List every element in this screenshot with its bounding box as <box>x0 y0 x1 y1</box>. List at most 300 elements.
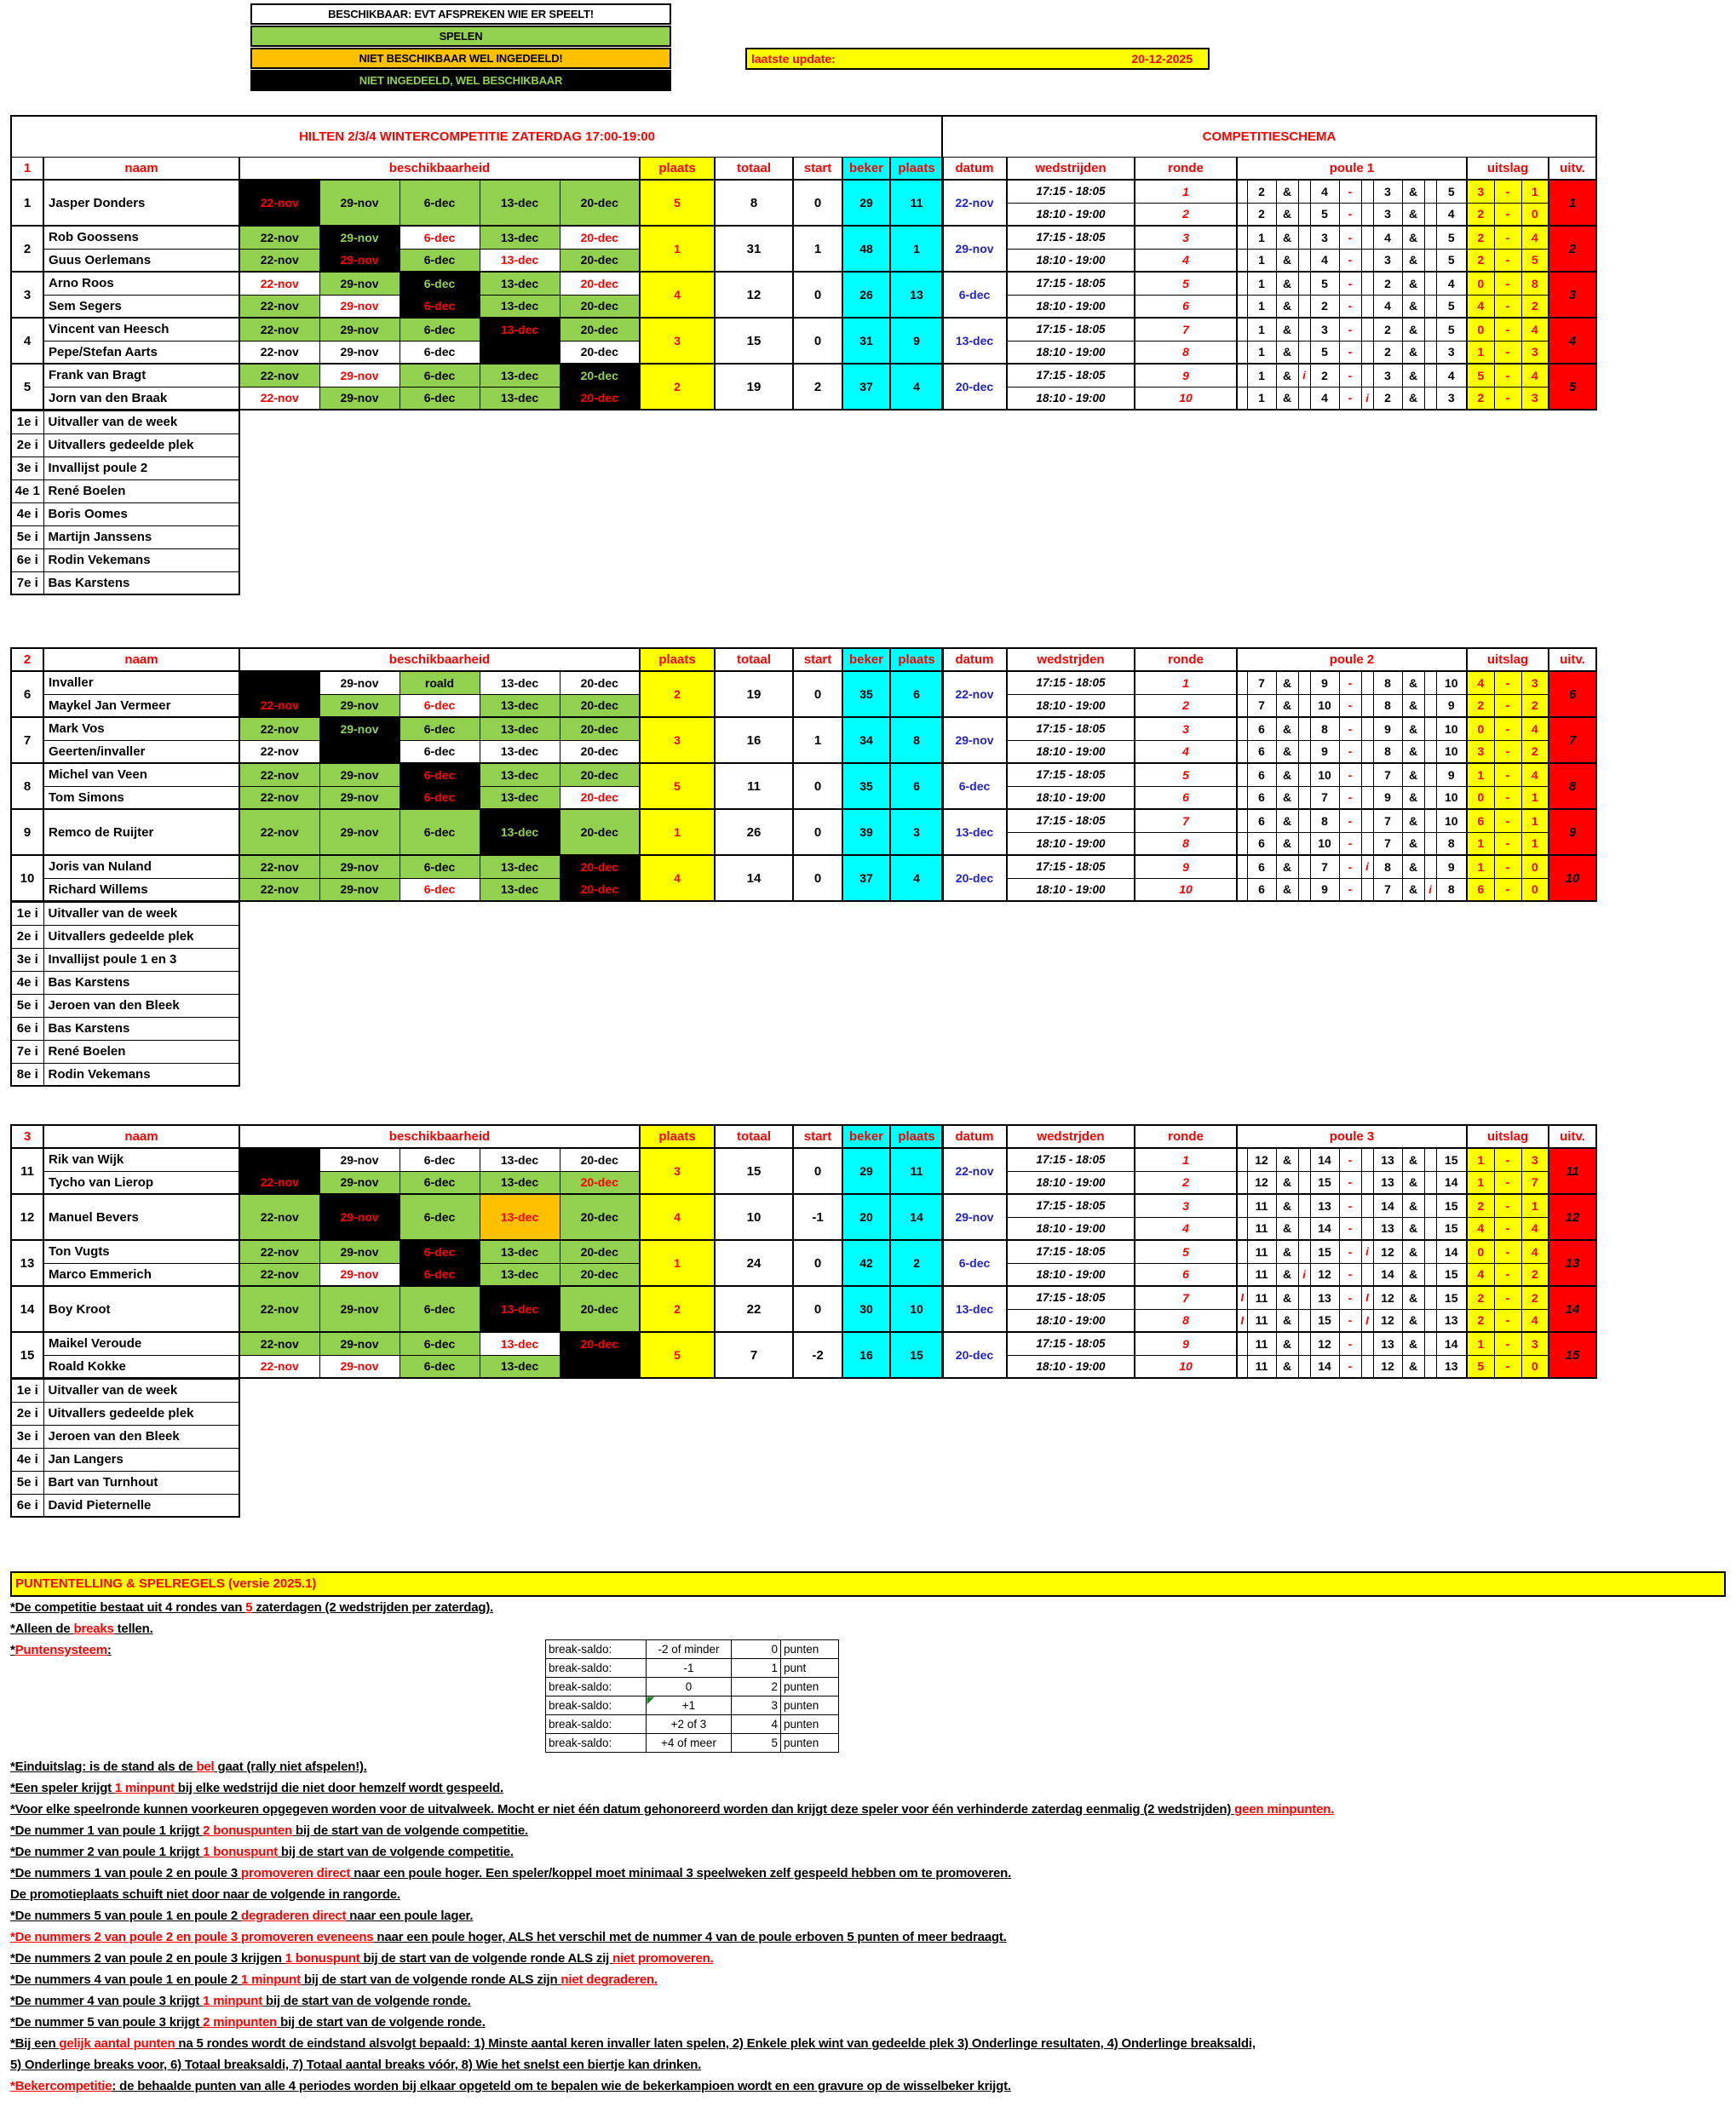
break-saldo-value: 0 <box>647 1678 732 1697</box>
availability-cell: 13-dec <box>480 272 560 295</box>
match-amp: & <box>1276 1194 1298 1217</box>
match-dash: - <box>1339 203 1361 226</box>
row-number: 13 <box>11 1240 43 1286</box>
schedule-round: 5 <box>1135 1240 1237 1263</box>
match-player: 8 <box>1373 671 1402 694</box>
invaller-mark: i <box>1361 1240 1373 1263</box>
invaller-mark <box>1298 855 1310 878</box>
rule-text: *De nummer 5 van poule 3 krijgt <box>10 2015 204 2029</box>
match-player: 1 <box>1247 341 1276 364</box>
match-player: 1 <box>1247 249 1276 272</box>
availability-cell: 20-dec <box>560 364 640 387</box>
score-away: 1 <box>1521 832 1549 855</box>
match-player: 7 <box>1373 809 1402 832</box>
match-player: 2 <box>1373 341 1402 364</box>
invaller-mark <box>1424 717 1436 740</box>
availability-cell <box>480 341 560 364</box>
poule-number-header: 2 <box>11 648 43 671</box>
plaats-cell: 4 <box>640 855 715 901</box>
player-name: Guus Oerlemans <box>43 249 239 272</box>
schedule-time: 18:10 - 19:00 <box>1007 1309 1135 1332</box>
list-name: Uitvaller van de week <box>43 410 239 433</box>
row-number: 11 <box>11 1148 43 1194</box>
invaller-mark <box>1361 364 1373 387</box>
availability-cell: 6-dec <box>400 226 480 249</box>
rule-text: *De nummers 2 van poule 2 en poule 3 krijgen <box>10 1951 285 1966</box>
uitv-cell: 3 <box>1549 272 1596 318</box>
list-rank: 2e i <box>11 1402 43 1425</box>
start-cell: 0 <box>793 763 842 809</box>
invaller-mark <box>1298 387 1310 410</box>
match-amp: & <box>1276 295 1298 318</box>
match-player: 12 <box>1310 1332 1339 1355</box>
match-dash: - <box>1339 809 1361 832</box>
invaller-mark <box>1424 226 1436 249</box>
schedule-time: 17:15 - 18:05 <box>1007 1194 1135 1217</box>
score-dash: - <box>1494 1194 1521 1217</box>
list-name: Bart van Turnhout <box>43 1471 239 1494</box>
player-name: Joris van Nuland <box>43 855 239 878</box>
rule-text: bij de start van de volgende ronde. <box>277 2015 486 2029</box>
plaats-cell: 1 <box>640 1240 715 1286</box>
match-amp: & <box>1276 740 1298 763</box>
score-home: 2 <box>1467 694 1494 717</box>
uitslag-header: uitslag <box>1467 1125 1549 1148</box>
availability-cell: 22-nov <box>239 1286 319 1332</box>
match-player: 1 <box>1247 387 1276 410</box>
score-away: 0 <box>1521 878 1549 901</box>
match-player: 2 <box>1373 387 1402 410</box>
match-dash: - <box>1339 1240 1361 1263</box>
list-name: Uitvallers gedeelde plek <box>43 925 239 948</box>
datum-cell: 13-dec <box>942 318 1007 364</box>
rule-text: 5) Onderlinge breaks voor, 6) Totaal breaksaldi, 7) Totaal aantal breaks vóór, 8) Wie het snelst een biertje kan drinken. <box>10 2058 702 2072</box>
list-name: Rodin Vekemans <box>43 548 239 571</box>
schedule-time: 17:15 - 18:05 <box>1007 226 1135 249</box>
start-header: start <box>793 1125 842 1148</box>
match-player: 10 <box>1436 786 1467 809</box>
availability-cell: 22-nov <box>239 809 319 855</box>
availability-cell: 29-nov <box>319 341 400 364</box>
availability-cell: 6-dec <box>400 1171 480 1194</box>
availability-cell: 29-nov <box>319 809 400 855</box>
schedule-time: 18:10 - 19:00 <box>1007 786 1135 809</box>
match-dash: - <box>1339 1263 1361 1286</box>
break-saldo-value: +2 of 3 <box>647 1715 732 1734</box>
beker-plaats-cell: 2 <box>890 1240 943 1286</box>
schedule-time: 18:10 - 19:00 <box>1007 1217 1135 1240</box>
match-amp: & <box>1276 272 1298 295</box>
match-player: 4 <box>1310 387 1339 410</box>
availability-cell: 20-dec <box>560 740 640 763</box>
invaller-mark <box>1424 272 1436 295</box>
match-dash: - <box>1339 1148 1361 1171</box>
rules-section <box>10 1571 1726 2097</box>
invaller-mark <box>1298 694 1310 717</box>
match-player: 3 <box>1436 341 1467 364</box>
beker-plaats-cell: 8 <box>890 717 943 763</box>
match-player: 14 <box>1373 1263 1402 1286</box>
plaats-cell: 1 <box>640 809 715 855</box>
match-amp: & <box>1276 1332 1298 1355</box>
match-amp: & <box>1276 694 1298 717</box>
plaats-cell: 3 <box>640 318 715 364</box>
match-player: 14 <box>1310 1217 1339 1240</box>
match-player: 11 <box>1247 1355 1276 1378</box>
score-home: 4 <box>1467 671 1494 694</box>
datum-cell: 20-dec <box>942 1332 1007 1378</box>
match-amp: & <box>1402 1309 1424 1332</box>
break-saldo-label: break-saldo: <box>546 1734 647 1753</box>
schedule-round: 4 <box>1135 740 1237 763</box>
match-player: 6 <box>1247 832 1276 855</box>
invaller-mark <box>1361 203 1373 226</box>
match-player: 12 <box>1373 1286 1402 1309</box>
availability-cell: 13-dec <box>480 809 560 855</box>
plaats-cell: 1 <box>640 226 715 272</box>
totaal-cell: 31 <box>715 226 793 272</box>
schedule-time: 18:10 - 19:00 <box>1007 249 1135 272</box>
score-dash: - <box>1494 1263 1521 1286</box>
rule-line <box>10 2054 1726 2075</box>
availability-cell: 6-dec <box>400 694 480 717</box>
uitslag-header: uitslag <box>1467 648 1549 671</box>
totaal-header: totaal <box>715 648 793 671</box>
invaller-mark <box>1237 387 1247 410</box>
rule-line <box>10 1841 1726 1863</box>
availability-cell: 13-dec <box>480 1171 560 1194</box>
availability-cell: 6-dec <box>400 1194 480 1240</box>
row-number: 12 <box>11 1194 43 1240</box>
invaller-mark <box>1361 1194 1373 1217</box>
rule-highlight: 2 minpunten <box>203 2015 278 2029</box>
beker-cell: 31 <box>842 318 890 364</box>
rule-text: *De nummers 4 van poule 1 en poule 2 <box>10 1972 242 1987</box>
availability-cell: 22-nov <box>239 1355 319 1378</box>
match-player: 5 <box>1310 203 1339 226</box>
availability-cell: 20-dec <box>560 763 640 786</box>
plaats-cell: 5 <box>640 180 715 226</box>
rule-highlight: gelijk aantal punten <box>59 2036 175 2051</box>
score-home: 2 <box>1467 387 1494 410</box>
match-player: 12 <box>1247 1171 1276 1194</box>
availability-cell: 22-nov <box>239 272 319 295</box>
invaller-mark: I <box>1237 1286 1247 1309</box>
score-away: 2 <box>1521 694 1549 717</box>
score-dash: - <box>1494 1309 1521 1332</box>
invaller-mark <box>1237 1148 1247 1171</box>
availability-cell <box>560 1355 640 1378</box>
availability-cell: 6-dec <box>400 1240 480 1263</box>
match-amp: & <box>1402 1194 1424 1217</box>
player-name: Vincent van Heesch <box>43 318 239 341</box>
break-saldo-label: break-saldo: <box>546 1678 647 1697</box>
list-rank: 1e i <box>11 410 43 433</box>
start-cell: 0 <box>793 318 842 364</box>
score-dash: - <box>1494 1240 1521 1263</box>
uitv-cell: 9 <box>1549 809 1596 855</box>
break-saldo-value: +4 of meer <box>647 1734 732 1753</box>
availability-cell: 6-dec <box>400 1286 480 1332</box>
match-amp: & <box>1402 226 1424 249</box>
schema-title: COMPETITIESCHEMA <box>942 116 1596 157</box>
availability-cell: 29-nov <box>319 249 400 272</box>
match-player: 14 <box>1436 1171 1467 1194</box>
match-player: 9 <box>1373 786 1402 809</box>
invaller-mark <box>1361 1148 1373 1171</box>
score-away: 3 <box>1521 671 1549 694</box>
score-away: 0 <box>1521 203 1549 226</box>
availability-cell: 6-dec <box>400 364 480 387</box>
beschikbaarheid-header: beschikbaarheid <box>239 648 640 671</box>
availability-cell: 22-nov <box>239 1240 319 1263</box>
uitv-cell: 15 <box>1549 1332 1596 1378</box>
datum-cell: 20-dec <box>942 855 1007 901</box>
legend-row-white: BESCHIKBAAR: EVT AFSPREKEN WIE ER SPEELT! <box>250 3 671 25</box>
schedule-round: 4 <box>1135 1217 1237 1240</box>
list-rank: 2e i <box>11 925 43 948</box>
match-player: 7 <box>1373 878 1402 901</box>
start-cell: 0 <box>793 1148 842 1194</box>
match-amp: & <box>1402 272 1424 295</box>
match-player: 5 <box>1310 272 1339 295</box>
player-name: Remco de Ruijter <box>43 809 239 855</box>
rule-line <box>10 1863 1726 1884</box>
rule-text: *De nummers 1 van poule 2 en poule 3 <box>10 1866 242 1880</box>
start-cell: 0 <box>793 1286 842 1332</box>
schedule-time: 17:15 - 18:05 <box>1007 1148 1135 1171</box>
match-player: 13 <box>1436 1309 1467 1332</box>
datum-cell: 13-dec <box>942 1286 1007 1332</box>
beker-plaats-cell: 15 <box>890 1332 943 1378</box>
invaller-mark: i <box>1298 364 1310 387</box>
match-player: 15 <box>1310 1240 1339 1263</box>
invaller-mark <box>1361 226 1373 249</box>
invaller-mark <box>1298 832 1310 855</box>
match-player: 12 <box>1373 1309 1402 1332</box>
match-player: 9 <box>1310 878 1339 901</box>
availability-cell: 20-dec <box>560 341 640 364</box>
list-rank: 6e i <box>11 548 43 571</box>
invaller-mark <box>1237 1194 1247 1217</box>
rule-text: *Bij een <box>10 2036 60 2051</box>
match-amp: & <box>1276 180 1298 203</box>
datum-cell: 22-nov <box>942 671 1007 717</box>
player-name: Sem Segers <box>43 295 239 318</box>
rule-line <box>10 1756 1726 1777</box>
score-dash: - <box>1494 226 1521 249</box>
invaller-mark <box>1298 1286 1310 1309</box>
schedule-round: 5 <box>1135 272 1237 295</box>
match-player: 13 <box>1373 1332 1402 1355</box>
availability-cell: 13-dec <box>480 295 560 318</box>
match-player: 10 <box>1436 717 1467 740</box>
invaller-mark <box>1237 1355 1247 1378</box>
score-away: 2 <box>1521 740 1549 763</box>
match-player: 15 <box>1436 1286 1467 1309</box>
score-dash: - <box>1494 180 1521 203</box>
rule-text: *De nummer 1 van poule 1 krijgt <box>10 1823 204 1838</box>
match-amp: & <box>1402 295 1424 318</box>
match-dash: - <box>1339 855 1361 878</box>
match-player: 4 <box>1373 295 1402 318</box>
rule-line <box>10 1948 1726 1969</box>
match-amp: & <box>1276 341 1298 364</box>
rule-text: bij de start van de volgende ronde ALS zijn <box>300 1972 561 1987</box>
availability-cell: 29-nov <box>319 1194 400 1240</box>
break-points-unit: punt <box>781 1659 839 1678</box>
beker-plaats-header: plaats <box>890 648 943 671</box>
invaller-mark <box>1237 694 1247 717</box>
invaller-mark <box>1237 832 1247 855</box>
schedule-time: 18:10 - 19:00 <box>1007 295 1135 318</box>
invaller-mark <box>1424 1332 1436 1355</box>
availability-cell: 13-dec <box>480 1286 560 1332</box>
rule-highlight: niet degraderen. <box>560 1972 658 1987</box>
match-player: 5 <box>1436 180 1467 203</box>
match-amp: & <box>1276 1171 1298 1194</box>
player-name: Jorn van den Braak <box>43 387 239 410</box>
score-home: 2 <box>1467 249 1494 272</box>
match-player: 14 <box>1436 1332 1467 1355</box>
match-player: 8 <box>1373 855 1402 878</box>
score-dash: - <box>1494 203 1521 226</box>
row-number: 7 <box>11 717 43 763</box>
invaller-mark <box>1361 1217 1373 1240</box>
invaller-mark <box>1361 341 1373 364</box>
match-player: 14 <box>1436 1240 1467 1263</box>
availability-cell: 13-dec <box>480 878 560 901</box>
score-home: 1 <box>1467 1148 1494 1171</box>
beker-plaats-cell: 10 <box>890 1286 943 1332</box>
plaats-header: plaats <box>640 1125 715 1148</box>
score-home: 2 <box>1467 203 1494 226</box>
invaller-mark <box>1237 272 1247 295</box>
invaller-mark <box>1424 1194 1436 1217</box>
match-amp: & <box>1276 1263 1298 1286</box>
row-number: 8 <box>11 763 43 809</box>
rule-text: *Einduitslag: is de stand als de <box>10 1760 197 1774</box>
datum-cell: 29-nov <box>942 717 1007 763</box>
row-number: 5 <box>11 364 43 410</box>
invaller-mark <box>1237 717 1247 740</box>
match-player: 4 <box>1436 203 1467 226</box>
invaller-mark <box>1424 809 1436 832</box>
list-rank: 5e i <box>11 1471 43 1494</box>
invaller-mark <box>1424 832 1436 855</box>
score-away: 0 <box>1521 1355 1549 1378</box>
match-player: 15 <box>1436 1148 1467 1171</box>
naam-header: naam <box>43 648 239 671</box>
invaller-mark <box>1237 1217 1247 1240</box>
match-dash: - <box>1339 387 1361 410</box>
score-away: 4 <box>1521 1240 1549 1263</box>
score-home: 0 <box>1467 1240 1494 1263</box>
invaller-mark <box>1237 203 1247 226</box>
invaller-mark: I <box>1237 1309 1247 1332</box>
beker-cell: 20 <box>842 1194 890 1240</box>
score-dash: - <box>1494 249 1521 272</box>
schedule-round: 5 <box>1135 763 1237 786</box>
score-home: 4 <box>1467 1263 1494 1286</box>
plaats-cell: 4 <box>640 272 715 318</box>
availability-cell: 22-nov <box>239 318 319 341</box>
beker-plaats-cell: 11 <box>890 1148 943 1194</box>
invaller-mark <box>1424 387 1436 410</box>
match-amp: & <box>1402 763 1424 786</box>
availability-cell: 13-dec <box>480 249 560 272</box>
match-amp: & <box>1402 809 1424 832</box>
datum-header: datum <box>942 157 1007 180</box>
match-player: 12 <box>1310 1263 1339 1286</box>
beker-plaats-cell: 11 <box>890 180 943 226</box>
availability-cell: 22-nov <box>239 717 319 740</box>
rule-highlight: 2 bonuspunten <box>203 1823 293 1838</box>
match-dash: - <box>1339 717 1361 740</box>
match-player: 7 <box>1247 694 1276 717</box>
match-player: 6 <box>1247 878 1276 901</box>
invaller-mark <box>1237 763 1247 786</box>
break-saldo-table <box>545 1639 839 1753</box>
break-points-unit: punten <box>781 1697 839 1715</box>
availability-cell: 6-dec <box>400 272 480 295</box>
match-player: 4 <box>1310 180 1339 203</box>
invaller-mark <box>1237 318 1247 341</box>
player-name: Jasper Donders <box>43 180 239 226</box>
schedule-round: 9 <box>1135 855 1237 878</box>
invaller-mark <box>1424 203 1436 226</box>
schedule-time: 17:15 - 18:05 <box>1007 717 1135 740</box>
availability-cell: 6-dec <box>400 740 480 763</box>
beker-plaats-header: plaats <box>890 1125 943 1148</box>
start-cell: 0 <box>793 671 842 717</box>
beker-header: beker <box>842 1125 890 1148</box>
availability-cell: 22-nov <box>239 295 319 318</box>
break-saldo-label: break-saldo: <box>546 1715 647 1734</box>
list-name: Jeroen van den Bleek <box>43 994 239 1017</box>
rule-line <box>10 1618 1726 1639</box>
ronde-header: ronde <box>1135 648 1237 671</box>
invaller-mark <box>1237 671 1247 694</box>
invaller-mark <box>1361 786 1373 809</box>
rule-text: bij elke wedstrijd die niet door hemzelf wordt gespeeld. <box>174 1781 503 1795</box>
beker-plaats-cell: 4 <box>890 855 943 901</box>
list-rank: 2e i <box>11 433 43 456</box>
score-home: 6 <box>1467 878 1494 901</box>
start-header: start <box>793 648 842 671</box>
match-dash: - <box>1339 341 1361 364</box>
match-player: 1 <box>1247 318 1276 341</box>
start-cell: 0 <box>793 272 842 318</box>
invaller-mark <box>1424 1309 1436 1332</box>
availability-cell: 6-dec <box>400 249 480 272</box>
availability-cell: 13-dec <box>480 717 560 740</box>
match-amp: & <box>1402 1171 1424 1194</box>
match-dash: - <box>1339 1309 1361 1332</box>
match-amp: & <box>1276 1309 1298 1332</box>
invaller-mark <box>1237 855 1247 878</box>
availability-cell: 29-nov <box>319 1240 400 1263</box>
availability-cell: 6-dec <box>400 809 480 855</box>
availability-cell: 6-dec <box>400 855 480 878</box>
match-player: 13 <box>1310 1286 1339 1309</box>
invaller-mark <box>1298 226 1310 249</box>
match-player: 3 <box>1310 226 1339 249</box>
match-amp: & <box>1402 203 1424 226</box>
invaller-mark <box>1298 272 1310 295</box>
invaller-mark: i <box>1361 387 1373 410</box>
availability-cell: 20-dec <box>560 786 640 809</box>
